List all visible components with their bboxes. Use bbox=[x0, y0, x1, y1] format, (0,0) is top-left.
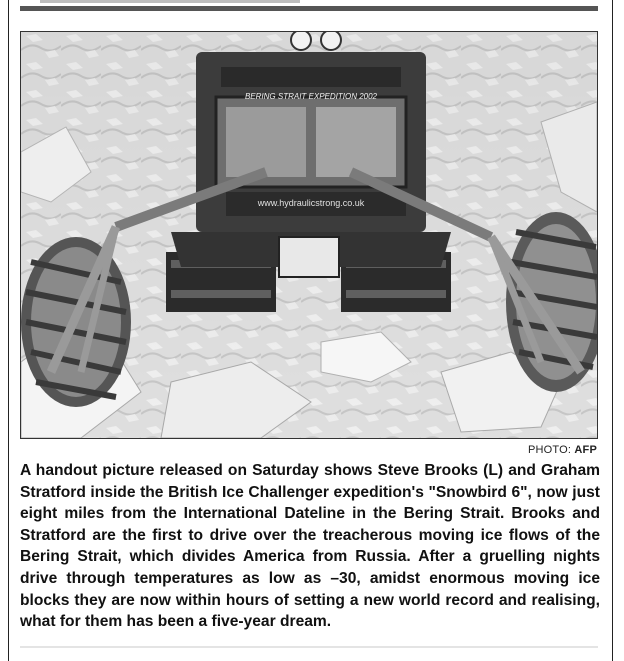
vehicle-banner-text: BERING STRAIT EXPEDITION 2002 bbox=[244, 92, 378, 101]
photo-credit-source: AFP bbox=[574, 444, 597, 456]
top-rule bbox=[20, 6, 598, 11]
ice-vehicle-illustration bbox=[21, 32, 597, 438]
photo-credit-label: PHOTO: bbox=[527, 444, 572, 456]
news-photo bbox=[20, 31, 598, 439]
photo-credit bbox=[420, 444, 597, 456]
vehicle-sponsor-text: www.hydraulicstrong.co.uk bbox=[257, 198, 365, 208]
column-border-right bbox=[612, 0, 613, 661]
column-border-left bbox=[8, 0, 9, 661]
previous-article-fragment bbox=[40, 0, 300, 3]
bottom-edge bbox=[20, 646, 598, 648]
photo-caption: A handout picture released on Saturday shows Steve Brooks (L) and Graham Stratford inside the British Ice Challenger expedition's "Snowbird 6", now just eight miles from the International Dateline in the Bering Strait. Brooks and Stratford are the first to drive over the treacherous moving ice flows of the Bering Strait, which divides America from Russia. After a gruelling nights drive through temperatures as low as –30, amidst enormous moving ice blocks they are now within hours of setting a new world record and realising, what for them has been a five-year dream. bbox=[20, 462, 600, 631]
